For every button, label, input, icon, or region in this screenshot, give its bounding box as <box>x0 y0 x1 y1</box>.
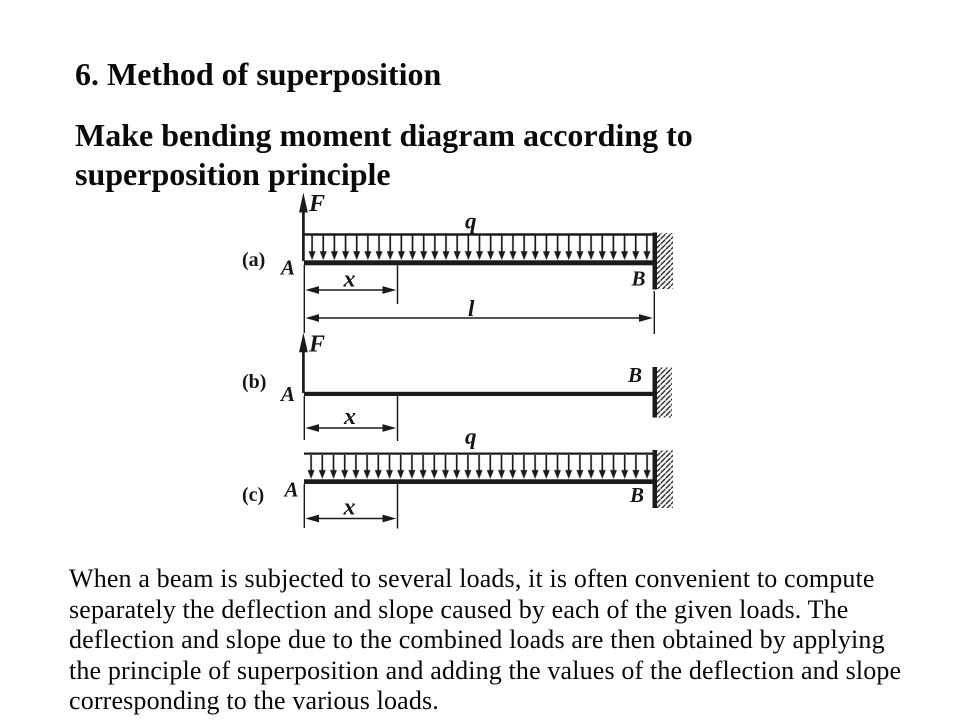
wall-hatching <box>657 233 673 289</box>
force-label: F <box>309 331 326 358</box>
beam <box>304 260 653 265</box>
paragraph-line: When a beam is subjected to several loads, it is often convenient to compute <box>69 564 875 593</box>
beam <box>304 392 653 396</box>
dim-x-label: x <box>344 404 356 430</box>
diagram-c <box>242 424 673 529</box>
paragraph-line: deflection and slope due to the combined loads are then obtained by applying <box>69 625 885 655</box>
subtitle-line: superposition principle <box>75 155 391 192</box>
slide-subtitle <box>75 116 693 193</box>
beam-figure <box>235 186 680 538</box>
distributed-load-arrows <box>307 236 653 261</box>
end-a-label: A <box>281 382 296 406</box>
wall-edge <box>653 450 658 508</box>
wall-hatching <box>657 368 672 418</box>
end-b-label: B <box>630 483 645 507</box>
dimension-l <box>306 291 655 334</box>
force-arrow-head <box>299 333 308 353</box>
force-label: F <box>309 191 326 217</box>
wall-hatching <box>657 451 673 509</box>
diagram-a-tag: (a) <box>242 249 266 271</box>
subtitle-line: Make bending moment diagram according to <box>75 117 693 153</box>
dim-x-label: x <box>343 266 356 293</box>
load-label: q <box>465 208 477 234</box>
end-a-label: A <box>284 477 299 502</box>
wall-edge <box>653 367 658 418</box>
end-b-label: B <box>631 266 646 291</box>
diagram-b-tag: (b) <box>242 371 267 393</box>
dim-l-label: l <box>468 296 475 321</box>
diagram-b <box>242 332 672 442</box>
wall-edge <box>653 233 658 290</box>
body-paragraph <box>69 564 901 717</box>
diagram-c-tag: (c) <box>242 484 265 506</box>
beam <box>304 479 653 484</box>
paragraph-line: corresponding to the various loads. <box>69 686 439 716</box>
paragraph-line: separately the deflection and slope caused by each of the given loads. The <box>69 594 849 624</box>
slide-title: 6. Method of superposition <box>75 56 442 92</box>
end-b-label: B <box>628 363 643 387</box>
distributed-load-arrows <box>306 455 653 480</box>
diagram-a <box>242 191 673 334</box>
paragraph-line: the principle of superposition and adding the values of the deflection and slope <box>69 655 902 685</box>
dim-x-label: x <box>343 494 356 521</box>
end-a-label: A <box>281 255 296 280</box>
load-label: q <box>465 424 477 449</box>
